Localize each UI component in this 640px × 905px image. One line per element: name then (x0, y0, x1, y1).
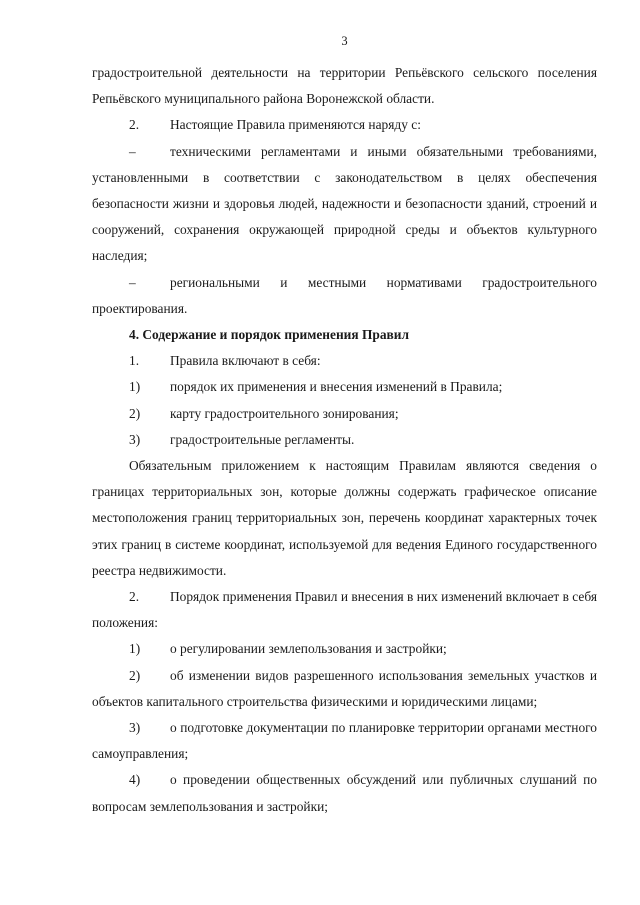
list-item (92, 663, 597, 715)
list-item-number: 2. (129, 117, 140, 133)
list-item-text: о подготовке документации по планировке территории органами местного самоуправления; (92, 720, 597, 762)
page-number: 3 (341, 34, 348, 48)
list-item-number: 3) (129, 431, 141, 447)
list-item-number: 3) (129, 720, 141, 736)
list-item-text: о регулировании землепользования и застройки; (170, 641, 447, 657)
list-item (92, 584, 597, 636)
list-item (92, 112, 597, 138)
list-item-text: Правила включают в себя: (170, 353, 321, 369)
list-item (92, 348, 597, 374)
list-item-text: региональными и местными нормативами градостроительного проектирования. (92, 274, 597, 316)
list-item (92, 715, 597, 767)
list-item-number: 1) (129, 641, 141, 657)
list-item-number: 1) (129, 379, 141, 395)
list-item (92, 636, 597, 662)
list-item-number: 4) (129, 772, 141, 788)
paragraph: Обязательным приложением к настоящим Правилам являются сведения о границах территориальных зон, которые должны содержать графическое описание местоположения границ территориальных зон, перечень координат характерных точек этих границ в системе координат, используемой для ведения Единого государственного реестра недвижимости. (92, 458, 597, 578)
list-item-text: об изменении видов разрешенного использования земельных участков и объектов капитального строительства физическими и юридическими лицами; (92, 667, 597, 709)
list-item (92, 270, 597, 322)
list-item-dash: – (129, 143, 136, 159)
list-item-number: 2. (129, 589, 140, 605)
document-body (92, 60, 597, 820)
list-item (92, 374, 597, 400)
list-item (92, 767, 597, 819)
list-item-text: техническими регламентами и иными обязательными требованиями, установленными в соответствии с законодательством в целях обеспечения безопасности жизни и здоровья людей, надежности и безопасности зданий, строений и сооружений, сохранения окружающей природной среды и объектов культурного наследия; (92, 143, 597, 264)
list-item-text: карту градостроительного зонирования; (170, 405, 399, 421)
list-item (92, 139, 597, 270)
list-item (92, 427, 597, 453)
list-item-text: о проведении общественных обсуждений или публичных слушаний по вопросам землепользования и застройки; (92, 772, 597, 814)
list-item-number: 1. (129, 353, 140, 369)
list-item-text: Порядок применения Правил и внесения в них изменений включает в себя положения: (92, 589, 597, 631)
list-item (92, 401, 597, 427)
list-item-number: 2) (129, 667, 141, 683)
list-item-dash: – (129, 274, 136, 290)
list-item-text: порядок их применения и внесения изменений в Правила; (170, 379, 503, 395)
paragraph-continuation: градостроительной деятельности на территории Репьёвского сельского поселения Репьёвского муниципального района Воронежской области. (92, 65, 597, 107)
list-item-text: градостроительные регламенты. (170, 431, 355, 447)
list-item-text: Настоящие Правила применяются наряду с: (170, 117, 421, 133)
list-item-number: 2) (129, 405, 141, 421)
section-heading: 4. Содержание и порядок применения Правил (129, 327, 409, 343)
